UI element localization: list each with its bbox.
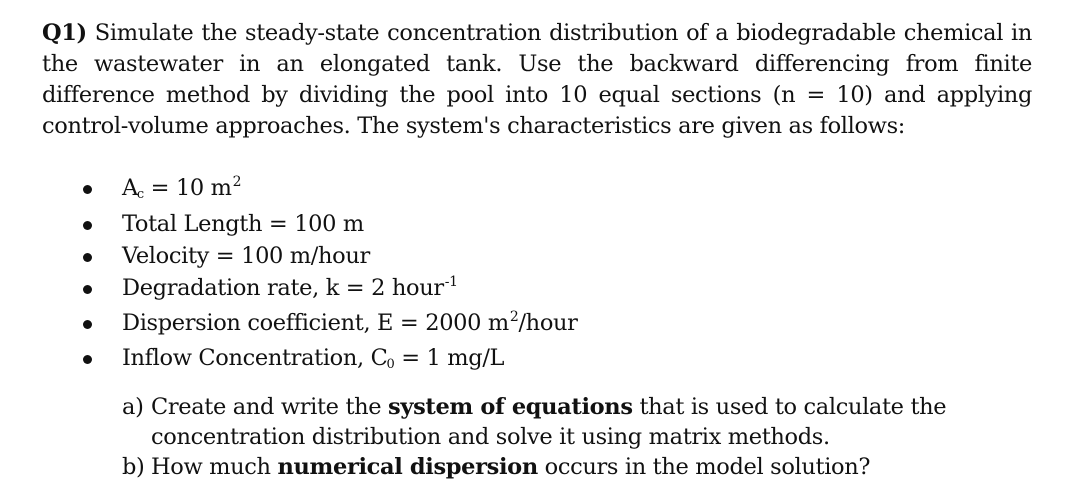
question-number: Q1): [42, 20, 87, 46]
area-symbol: A: [122, 175, 138, 201]
sub-question-text-start: Create and write the: [151, 394, 389, 420]
sub-question-label: a): [122, 394, 144, 420]
velocity-text: Velocity = 100 m/hour: [122, 243, 370, 269]
question-text: Simulate the steady-state concentration distribution of a biodegradable chemical in the wastewater in an elongated tank. Use the backward differencing from finite difference method by dividing the pool into 10 equal sections (n = 10) and applying control-volume approaches. The system's characteristics are given as follows:: [42, 20, 1032, 139]
list-item-velocity: [83, 240, 578, 272]
characteristics-list: [83, 172, 578, 378]
sub-question-emphasis: numerical dispersion: [277, 454, 538, 480]
list-item-inflow: [83, 342, 578, 378]
sub-question-text-end: occurs in the model solution?: [537, 454, 871, 480]
sub-question-b: [122, 452, 1032, 482]
list-item-degradation: [83, 272, 578, 307]
inflow-value: = 1 mg/L: [394, 345, 505, 371]
list-item-area: [83, 172, 578, 208]
sub-question-text-start: How much: [151, 454, 278, 480]
dispersion-unit: /hour: [518, 310, 578, 336]
bullet-icon: [83, 320, 92, 329]
question-paragraph: [42, 18, 1032, 142]
inflow-subscript: 0: [386, 357, 395, 372]
degradation-superscript: -1: [444, 274, 458, 290]
dispersion-text: Dispersion coefficient, E = 2000 m: [122, 310, 509, 336]
degradation-text: Degradation rate, k = 2 hour: [122, 275, 444, 301]
area-superscript: 2: [232, 174, 242, 190]
area-value: = 10 m: [143, 175, 232, 201]
bullet-icon: [83, 253, 92, 262]
dispersion-superscript: 2: [509, 309, 519, 325]
bullet-icon: [83, 185, 92, 194]
length-text: Total Length = 100 m: [122, 211, 364, 237]
bullet-icon: [83, 285, 92, 294]
list-item-dispersion: [83, 307, 578, 342]
area-subscript: c: [136, 187, 144, 202]
sub-question-emphasis: system of equations: [388, 394, 633, 420]
sub-questions: [122, 392, 1032, 482]
sub-question-a: [122, 392, 1032, 452]
bullet-icon: [83, 355, 92, 364]
list-item-length: [83, 208, 578, 240]
inflow-text: Inflow Concentration, C: [122, 345, 388, 371]
sub-question-text-end: that is used to calculate the concentration distribution and solve it using matrix methods.: [151, 394, 947, 450]
sub-question-label: b): [122, 454, 145, 480]
bullet-icon: [83, 221, 92, 230]
